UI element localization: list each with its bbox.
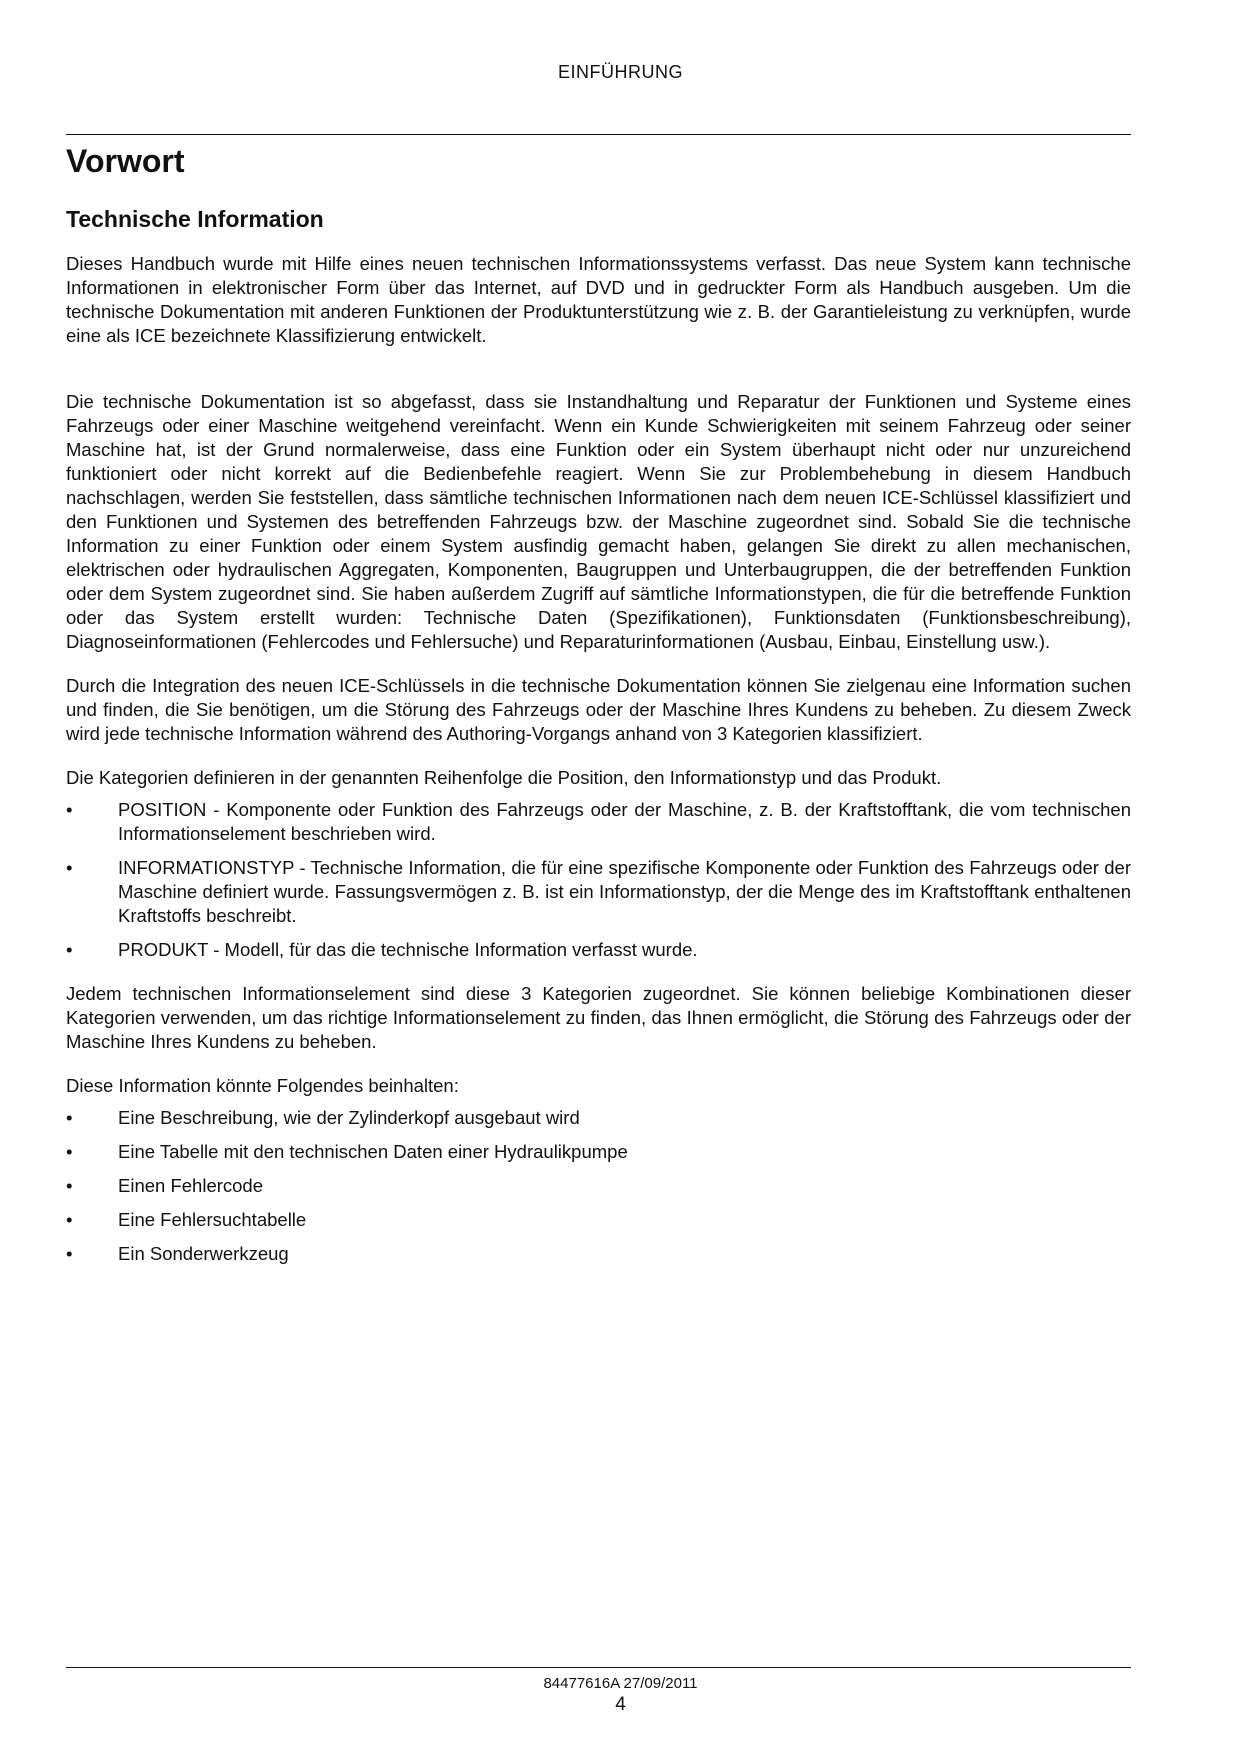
paragraph-examples-intro: Diese Information könnte Folgendes beinhalten:: [66, 1075, 459, 1096]
list-item-text: Eine Tabelle mit den technischen Daten einer Hydraulikpumpe: [118, 1141, 628, 1162]
section-heading: Technische Information: [66, 206, 324, 232]
bullet-icon: •: [66, 1209, 73, 1230]
bullet-icon: •: [66, 799, 73, 820]
bullet-icon: •: [66, 1107, 73, 1128]
document-id: 84477616A 27/09/2011: [543, 1675, 698, 1692]
list-item: [66, 1242, 1131, 1266]
page-number: 4: [615, 1694, 626, 1715]
paragraph-intro: Dieses Handbuch wurde mit Hilfe eines neuen technischen Informationssystems verfasst. Das neue System kann technische Informationen in elektronischer Form über das Internet, auf DVD und in gedruckter Form als Handbuch ausgeben. Um die technische Dokumentation mit anderen Funktionen der Produktunterstützung wie z. B. der Garantieleistung zu verknüpfen, wurde eine als ICE bezeichnete Klassifizierung entwickelt.: [66, 253, 1131, 346]
page-content: [66, 138, 1131, 1276]
bullet-icon: •: [66, 1141, 73, 1162]
example-list: [66, 1106, 1131, 1266]
list-item: [66, 1106, 1131, 1130]
list-item-text: Einen Fehlercode: [118, 1175, 264, 1196]
bullet-icon: •: [66, 857, 73, 878]
page-footer: [0, 1675, 1241, 1717]
paragraph-categories-intro: Die Kategorien definieren in der genannten Reihenfolge die Position, den Informationstyp und das Produkt.: [66, 767, 942, 788]
list-item: [66, 1140, 1131, 1164]
list-item-text: Eine Fehlersuchtabelle: [118, 1209, 307, 1230]
list-item-text: INFORMATIONSTYP - Technische Information, die für eine spezifische Komponente oder Funktion des Fahrzeugs oder der Maschine definiert wurde. Fassungsvermögen z. B. ist ein Informationstyp, der die Menge des im Kraftstofftank enthaltenen Kraftstoffs beschreibt.: [118, 857, 1131, 926]
list-item-text: POSITION - Komponente oder Funktion des Fahrzeugs oder der Maschine, z. B. der Kraftstofftank, die vom technischen Informationselement beschrieben wird.: [118, 799, 1131, 844]
page-title: Vorwort: [66, 143, 185, 179]
list-item: [66, 856, 1131, 928]
list-item: [66, 798, 1131, 846]
paragraph-ice-key: Durch die Integration des neuen ICE-Schlüssels in die technische Dokumentation können Sie zielgenau eine Information suchen und finden, die Sie benötigen, um die Störung des Fahrzeugs oder der Maschine Ihres Kundens zu beheben. Zu diesem Zweck wird jede technische Information während des Authoring-Vorgangs anhand von 3 Kategorien klassifiziert.: [66, 675, 1131, 744]
list-item: [66, 938, 1131, 962]
paragraph-documentation: Die technische Dokumentation ist so abgefasst, dass sie Instandhaltung und Reparatur der Funktionen und Systeme eines Fahrzeugs oder einer Maschine weitgehend vereinfacht. Wenn ein Kunde Schwierigkeiten mit seinem Fahrzeug oder seiner Maschine hat, ist der Grund normalerweise, dass eine Funktion oder ein System überhaupt nicht oder nur unzureichend funktioniert oder nicht korrekt auf die Bedienbefehle reagiert. Wenn Sie zur Problembehebung in diesem Handbuch nachschlagen, werden Sie feststellen, dass sämtliche technischen Informationen nach dem neuen ICE-Schlüssel klassifiziert und den Funktionen und Systemen des betreffenden Fahrzeugs bzw. der Maschine zugeordnet sind. Sobald Sie die technische Information zu einer Funktion oder einem System ausfindig gemacht haben, gelangen Sie direkt zu allen mechanischen, elektrischen oder hydraulischen Aggregaten, Komponenten, Baugruppen und Unterbaugruppen, die der betreffenden Funktion oder dem System zugeordnet sind. Sie haben außerdem Zugriff auf sämtliche Informationstypen, die für die betreffende Funktion oder das System erstellt wurden: Technische Daten (Spezifikationen), Funktionsdaten (Funktionsbeschreibung), Diagnoseinformationen (Fehlercodes und Fehlersuche) und Reparaturinformationen (Ausbau, Einbau, Einstellung usw.).: [66, 391, 1131, 652]
list-item-text: Ein Sonderwerkzeug: [118, 1243, 289, 1264]
list-item-text: Eine Beschreibung, wie der Zylinderkopf ausgebaut wird: [118, 1107, 580, 1128]
list-item-text: PRODUKT - Modell, für das die technische Information verfasst wurde.: [118, 939, 698, 960]
header-rule: [66, 134, 1131, 135]
bullet-icon: •: [66, 1175, 73, 1196]
category-list: [66, 798, 1131, 962]
list-item: [66, 1174, 1131, 1198]
paragraph-combinations: Jedem technischen Informationselement sind diese 3 Kategorien zugeordnet. Sie können beliebige Kombinationen dieser Kategorien verwenden, um das richtige Informationselement zu finden, das Ihnen ermöglicht, die Störung des Fahrzeugs oder der Maschine Ihres Kundens zu beheben.: [66, 983, 1131, 1052]
bullet-icon: •: [66, 1243, 73, 1264]
bullet-icon: •: [66, 939, 73, 960]
footer-rule: [66, 1667, 1131, 1668]
running-header: EINFÜHRUNG: [558, 62, 683, 82]
list-item: [66, 1208, 1131, 1232]
